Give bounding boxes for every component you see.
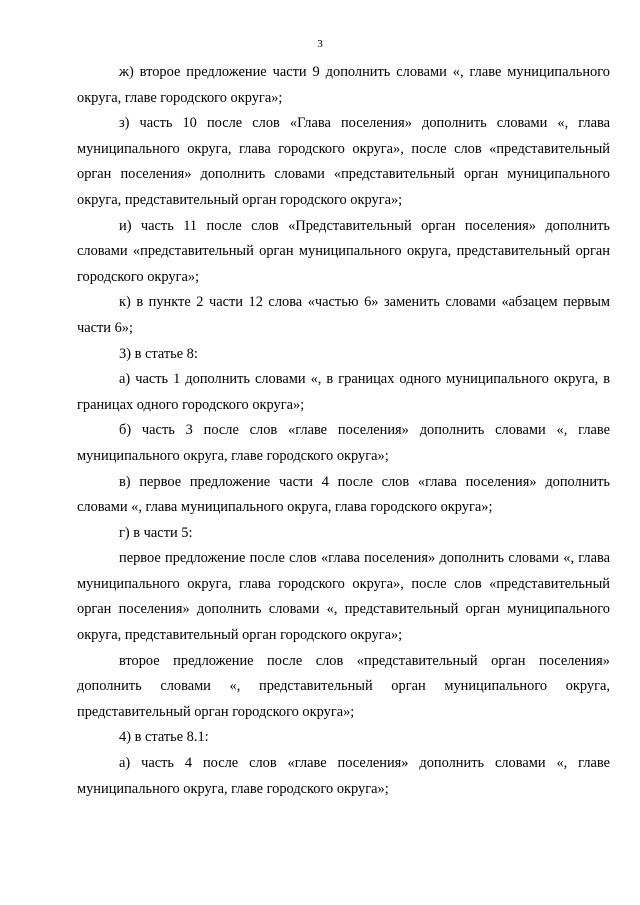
paragraph-article-8-1: 4) в статье 8.1: [119, 729, 209, 746]
paragraph-first-sentence: первое предложение после слов «глава поселения» дополнить словами «, глава муниципального округа, глава городского округа», после слов «представительный орган поселения» дополнить словами «, представительный орган муниципального округа, представительный орган городского округа»; [77, 550, 610, 644]
paragraph-g-article-8: г) в части 5: [119, 524, 193, 541]
paragraph-b-article-8: б) часть 3 после слов «главе поселения» дополнить словами «, главе муниципального округа, главе городского округа»; [77, 422, 610, 464]
paragraph-a-article-8-1: а) часть 4 после слов «главе поселения» дополнить словами «, главе муниципального округа, главе городского округа»; [77, 755, 610, 797]
document-body [77, 60, 610, 802]
paragraph-z: з) часть 10 после слов «Глава поселения» дополнить словами «, глава муниципального округа, глава городского округа», после слов «представительный орган поселения» дополнить словами «представительный орган муниципального округа, представительный орган городского округа»; [77, 115, 610, 208]
paragraph-second-sentence: второе предложение после слов «представительный орган поселения» дополнить словами «, представительный орган муниципального округа, представительный орган городского округа»; [77, 652, 610, 720]
paragraph-k: к) в пункте 2 части 12 слова «частью 6» заменить словами «абзацем первым части 6»; [77, 294, 610, 336]
paragraph-article-8: 3) в статье 8: [119, 345, 198, 362]
paragraph-i: и) часть 11 после слов «Представительный орган поселения» дополнить словами «представительный орган муниципального округа, представительный орган городского округа»; [77, 217, 610, 285]
paragraph-zh: ж) второе предложение части 9 дополнить словами «, главе муниципального округа, главе городского округа»; [77, 64, 610, 106]
page-number: 3 [317, 38, 323, 50]
paragraph-a-article-8: а) часть 1 дополнить словами «, в границах одного муниципального округа, в границах одного городского округа»; [77, 371, 610, 413]
paragraph-v-article-8: в) первое предложение части 4 после слов «глава поселения» дополнить словами «, глава муниципального округа, глава городского округа»; [77, 473, 610, 516]
